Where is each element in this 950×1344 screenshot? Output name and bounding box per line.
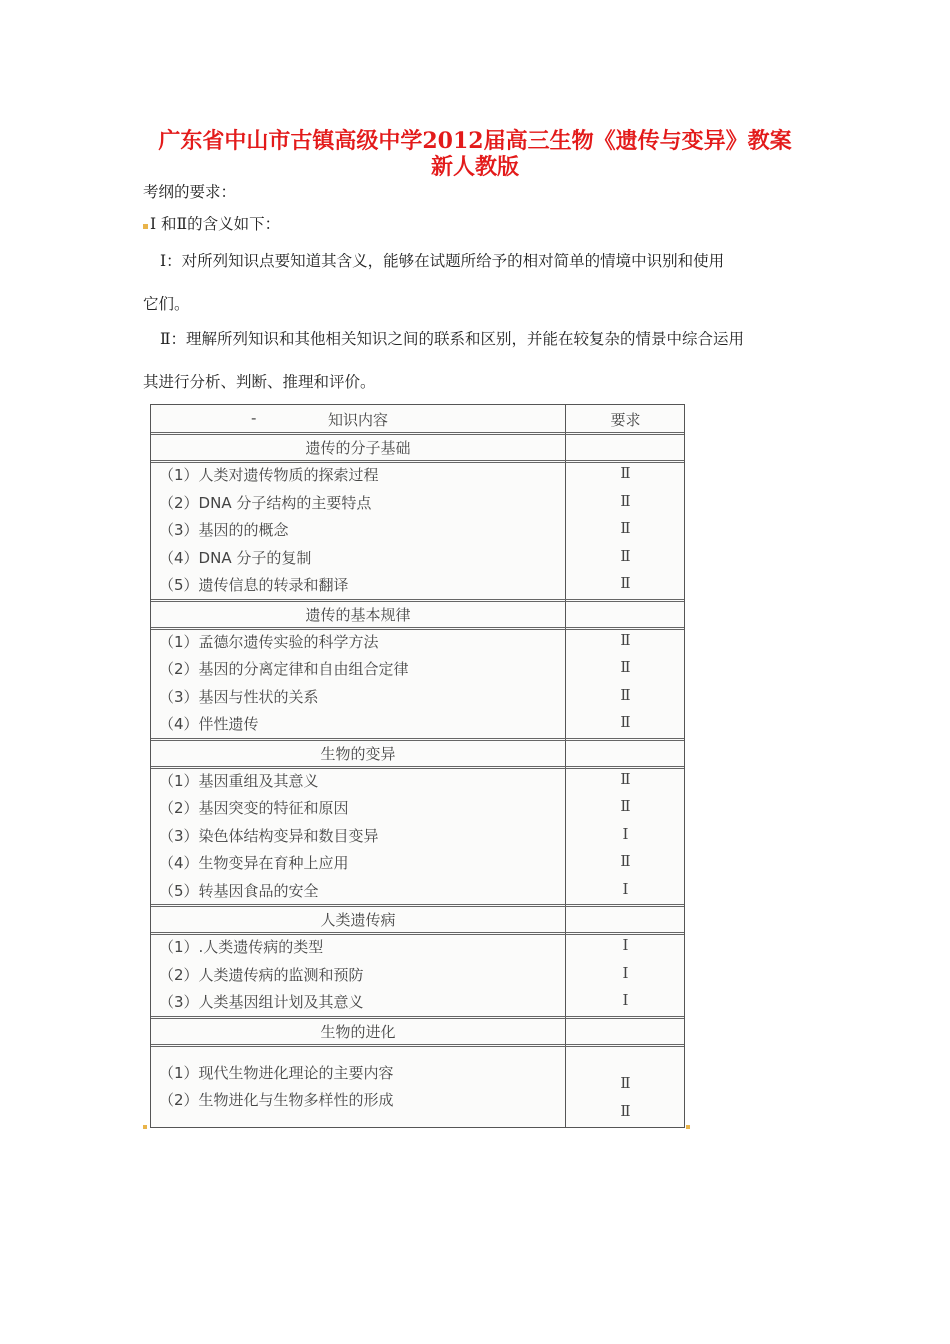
table-row-requirement: Ⅱ [620, 685, 631, 704]
table-row-label: （1）孟德尔遗传实验的科学方法 [159, 632, 379, 651]
row-divider [151, 1044, 684, 1047]
table-row-label: （1）人类对遗传物质的探索过程 [159, 466, 379, 484]
table-row-requirement: Ⅱ [620, 797, 631, 815]
table-row-requirement: Ⅱ [620, 1073, 631, 1092]
table-row-label: （3）基因与性状的关系 [159, 687, 319, 706]
row-divider [151, 460, 684, 463]
page-title-line1: 广东省中山市古镇高级中学2012届高三生物《遗传与变异》教案 [158, 128, 792, 154]
row-divider [151, 599, 684, 602]
header-requirement: 要求 [610, 411, 641, 429]
table-row-requirement: Ⅱ [620, 491, 631, 510]
marker-dot [143, 224, 148, 229]
marker-dot [143, 1125, 147, 1129]
syllabus-intro: 考纲的要求： [143, 183, 237, 201]
table-row-requirement: Ⅱ [620, 769, 631, 788]
table-row-label: （1）.人类遗传病的类型 [159, 938, 324, 956]
table-row-requirement: Ⅰ [622, 991, 629, 1009]
table-row-label: （3）染色体结构变异和数目变异 [159, 826, 379, 845]
page-title-line2: 新人教版 [430, 154, 519, 180]
section-title: 遗传的分子基础 [305, 439, 411, 457]
section-title: 人类遗传病 [320, 911, 396, 929]
row-divider [151, 932, 684, 935]
table-row-label: （2）基因突变的特征和原因 [159, 799, 349, 817]
levels-intro: Ⅰ 和Ⅱ的含义如下： [150, 215, 281, 233]
table-row-requirement: Ⅱ [620, 630, 631, 649]
row-divider [151, 766, 684, 769]
table-row-label: （2）基因的分离定律和自由组合定律 [159, 660, 409, 678]
table-row-requirement: Ⅱ [620, 464, 631, 482]
table-row-requirement: Ⅰ [622, 824, 629, 843]
table-row-requirement: Ⅰ [622, 879, 629, 898]
table-row-requirement: Ⅰ [622, 936, 629, 954]
table-row-requirement: Ⅰ [622, 963, 629, 982]
marker-dot [686, 1125, 690, 1129]
table-row-label: （3）基因的的概念 [159, 521, 289, 539]
table-row-label: （2）人类遗传病的监测和预防 [159, 965, 364, 984]
table-row-label: （4）生物变异在育种上应用 [159, 854, 349, 872]
levels-intro-row [143, 212, 280, 234]
level1-definition-line2: 它们。 [143, 295, 190, 313]
row-divider [151, 738, 684, 741]
level1-definition-line1: Ⅰ：对所列知识点要知道其含义，能够在试题所给予的相对简单的情境中识别和使用 [160, 252, 725, 270]
section-title: 遗传的基本规律 [305, 605, 411, 624]
section-title: 生物的进化 [320, 1022, 396, 1041]
row-divider [151, 432, 684, 435]
table-row-requirement: Ⅱ [620, 519, 631, 537]
table-row-label: （1）基因重组及其意义 [159, 771, 319, 790]
table-row-requirement: Ⅱ [620, 574, 631, 592]
table-row-label: （5）转基因食品的安全 [159, 881, 319, 900]
table-row-label: （2）DNA 分子结构的主要特点 [159, 493, 372, 512]
table-row-requirement: Ⅱ [620, 658, 631, 676]
table-row-requirement: Ⅱ [620, 713, 631, 731]
row-divider [151, 904, 684, 907]
table-row-requirement: Ⅱ [620, 1102, 631, 1120]
row-divider [151, 627, 684, 630]
row-divider [151, 1016, 684, 1019]
table-row-label: （2）生物进化与生物多样性的形成 [159, 1091, 394, 1109]
table-row-label: （4）伴性遗传 [159, 715, 259, 733]
table-row-label: （5）遗传信息的转录和翻译 [159, 576, 349, 594]
table-row-label: （3）人类基因组计划及其意义 [159, 993, 364, 1011]
header-corner: - [251, 409, 257, 427]
table-row-requirement: Ⅱ [620, 852, 631, 870]
header-content: 知识内容 [327, 411, 388, 429]
table-row-label: （4）DNA 分子的复制 [159, 548, 312, 567]
level2-definition-line2: 其进行分析、判断、推理和评价。 [143, 373, 376, 391]
section-title: 生物的变异 [320, 744, 396, 763]
table-row-label: （1）现代生物进化理论的主要内容 [159, 1063, 394, 1082]
syllabus-table [150, 404, 685, 1128]
table-row-requirement: Ⅱ [620, 546, 631, 565]
level2-definition-line1: Ⅱ：理解所列知识和其他相关知识之间的联系和区别，并能在较复杂的情景中综合运用 [160, 330, 745, 348]
